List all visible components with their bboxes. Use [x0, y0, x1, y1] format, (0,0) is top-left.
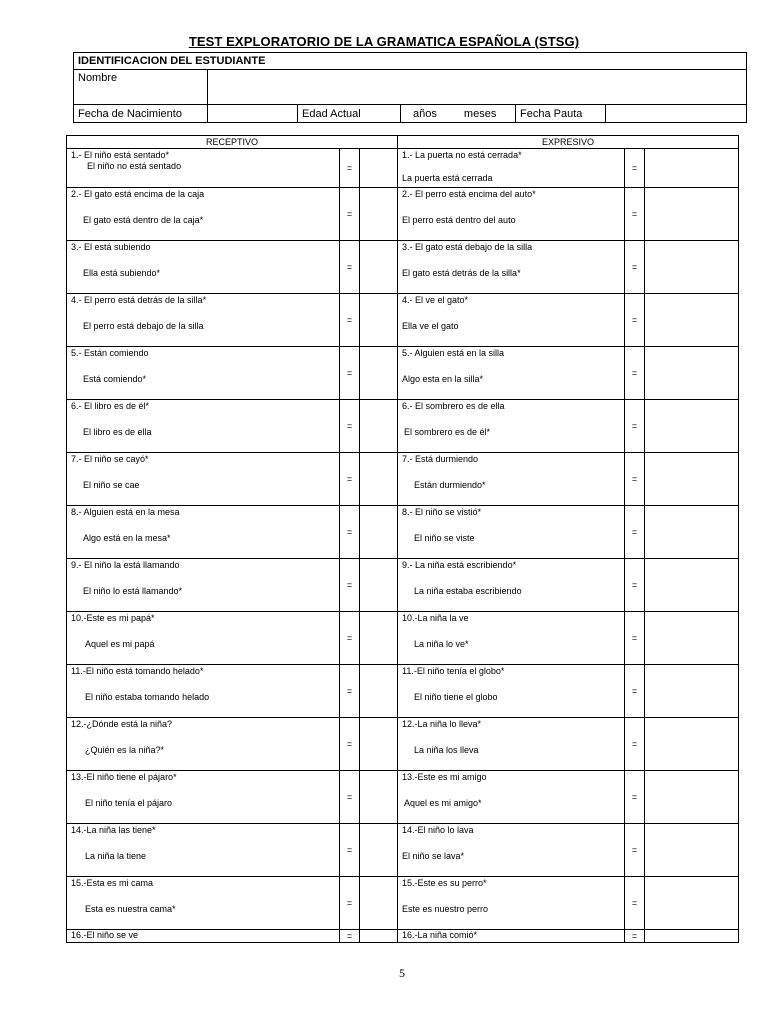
- test-row: [67, 877, 739, 930]
- receptive-score-cell[interactable]: [360, 347, 398, 400]
- equal-sign: =: [340, 347, 360, 400]
- expressive-score-cell[interactable]: [645, 294, 739, 347]
- receptive-score-cell[interactable]: [360, 824, 398, 877]
- receptive-sentence-b: El niño se cae: [83, 480, 140, 490]
- test-row: [67, 718, 739, 771]
- equal-sign: =: [625, 930, 645, 943]
- receptive-score-cell[interactable]: [360, 453, 398, 506]
- months-label: meses: [463, 107, 497, 120]
- receptive-score-cell[interactable]: [360, 930, 398, 943]
- receptive-sentence-b: La niña la tiene: [85, 851, 147, 861]
- receptive-sentence-a: 14.-La niña las tiene*: [71, 825, 156, 835]
- receptive-sentence-b: Está comiendo*: [83, 374, 147, 384]
- expressive-sentence-a: 15.-Este es su perro*: [402, 878, 487, 888]
- expressive-sentence-a: 2.- El perro está encima del auto*: [402, 189, 536, 199]
- expressive-score-cell[interactable]: [645, 930, 739, 943]
- receptive-sentence-a: 16.-El niño se ve: [71, 930, 139, 940]
- expressive-score-cell[interactable]: [645, 718, 739, 771]
- expressive-sentence-b: La niña lo ve*: [414, 639, 469, 649]
- expressive-score-cell[interactable]: [645, 347, 739, 400]
- equal-sign: =: [625, 188, 645, 241]
- equal-sign: =: [625, 665, 645, 718]
- equal-sign: =: [340, 453, 360, 506]
- expressive-score-cell[interactable]: [645, 877, 739, 930]
- receptive-sentence-a: 2.- El gato está encima de la caja: [71, 189, 205, 199]
- test-row: [67, 824, 739, 877]
- equal-sign: =: [340, 824, 360, 877]
- expressive-score-cell[interactable]: [645, 453, 739, 506]
- expressive-score-cell[interactable]: [645, 612, 739, 665]
- receptive-sentence-a: 4.- El perro está detrás de la silla*: [71, 295, 207, 305]
- equal-sign: =: [340, 718, 360, 771]
- test-row: [67, 453, 739, 506]
- equal-sign: =: [625, 506, 645, 559]
- expressive-sentence-b: Aquel es mi amigo*: [404, 798, 482, 808]
- receptive-sentence-a: 13.-El niño tiene el pájaro*: [71, 772, 177, 782]
- expressive-score-cell[interactable]: [645, 188, 739, 241]
- test-row: [67, 612, 739, 665]
- expressive-score-cell[interactable]: [645, 149, 739, 188]
- equal-sign: =: [340, 665, 360, 718]
- receptive-score-cell[interactable]: [360, 188, 398, 241]
- receptive-sentence-a: 3.- El está subiendo: [71, 242, 151, 252]
- receptive-sentence-b: El niño tenía el pájaro: [85, 798, 173, 808]
- receptive-sentence-a: 7.- El niño se cayó*: [71, 454, 149, 464]
- equal-sign: =: [625, 294, 645, 347]
- test-row: [67, 665, 739, 718]
- equal-sign: =: [340, 559, 360, 612]
- receptive-sentence-a: 11.-El niño está tomando helado*: [71, 666, 204, 676]
- expressive-sentence-a: 14.-El niño lo lava: [402, 825, 474, 835]
- expressive-sentence-a: 7.- Está durmiendo: [402, 454, 479, 464]
- receptive-score-cell[interactable]: [360, 559, 398, 612]
- test-date-label: Fecha Pauta: [516, 105, 606, 123]
- expressive-sentence-b: El niño tiene el globo: [414, 692, 498, 702]
- expressive-header: EXPRESIVO: [398, 136, 739, 149]
- receptive-score-cell[interactable]: [360, 612, 398, 665]
- receptive-sentence-b: El perro está debajo de la silla: [83, 321, 204, 331]
- receptive-score-cell[interactable]: [360, 294, 398, 347]
- test-row: [67, 930, 739, 943]
- equal-sign: =: [625, 241, 645, 294]
- name-field[interactable]: [208, 70, 747, 105]
- expressive-sentence-b: Están durmiendo*: [414, 480, 486, 490]
- expressive-score-cell[interactable]: [645, 771, 739, 824]
- expressive-sentence-a: 16.-La niña comió*: [402, 930, 478, 940]
- equal-sign: =: [625, 149, 645, 188]
- expressive-score-cell[interactable]: [645, 824, 739, 877]
- equal-sign: =: [340, 188, 360, 241]
- equal-sign: =: [625, 824, 645, 877]
- test-row: [67, 400, 739, 453]
- expressive-sentence-b: Algo esta en la silla*: [402, 374, 484, 384]
- receptive-score-cell[interactable]: [360, 149, 398, 188]
- grammar-test-table: [66, 135, 739, 943]
- receptive-sentence-b: El niño estaba tomando helado: [85, 692, 210, 702]
- expressive-sentence-b: La niña estaba escribiendo: [414, 586, 522, 596]
- receptive-sentence-b: Aquel es mi papá: [85, 639, 155, 649]
- receptive-sentence-b: Algo está en la mesa*: [83, 533, 171, 543]
- expressive-sentence-a: 13.-Este es mi amigo: [402, 772, 487, 782]
- expressive-score-cell[interactable]: [645, 400, 739, 453]
- receptive-score-cell[interactable]: [360, 665, 398, 718]
- expressive-sentence-b: El sombrero es de él*: [404, 427, 491, 437]
- receptive-sentence-b: El libro es de ella: [83, 427, 152, 437]
- expressive-sentence-a: 9.- La niña está escribiendo*: [402, 560, 517, 570]
- equal-sign: =: [340, 400, 360, 453]
- page-number: 5: [399, 966, 405, 980]
- equal-sign: =: [340, 294, 360, 347]
- test-date-field[interactable]: [606, 105, 747, 123]
- expressive-sentence-a: 8.- El niño se vistió*: [402, 507, 482, 517]
- receptive-sentence-b: El niño lo está llamando*: [83, 586, 183, 596]
- expressive-sentence-b: El niño se lava*: [402, 851, 465, 861]
- receptive-sentence-b: El niño no está sentado: [87, 161, 182, 171]
- receptive-score-cell[interactable]: [360, 718, 398, 771]
- receptive-score-cell[interactable]: [360, 771, 398, 824]
- test-row: [67, 771, 739, 824]
- expressive-sentence-b: La niña los lleva: [414, 745, 479, 755]
- equal-sign: =: [340, 930, 360, 943]
- expressive-sentence-a: 1.- La puerta no está cerrada*: [402, 150, 522, 160]
- test-row: [67, 294, 739, 347]
- test-row: [67, 347, 739, 400]
- expressive-sentence-b: El niño se viste: [414, 533, 475, 543]
- receptive-score-cell[interactable]: [360, 241, 398, 294]
- expressive-sentence-a: 3.- El gato está debajo de la silla: [402, 242, 533, 252]
- receptive-sentence-a: 8.- Alguien está en la mesa: [71, 507, 180, 517]
- test-row: [67, 506, 739, 559]
- equal-sign: =: [625, 347, 645, 400]
- current-age-label: Edad Actual: [298, 105, 401, 123]
- receptive-sentence-a: 1.- El niño está sentado*: [71, 150, 170, 160]
- receptive-sentence-a: 6.- El libro es de él*: [71, 401, 150, 411]
- age-field[interactable]: [401, 105, 516, 123]
- equal-sign: =: [340, 241, 360, 294]
- equal-sign: =: [625, 718, 645, 771]
- test-row: [67, 559, 739, 612]
- expressive-score-cell[interactable]: [645, 506, 739, 559]
- test-row: [67, 188, 739, 241]
- expressive-sentence-b: El perro está dentro del auto: [402, 215, 516, 225]
- equal-sign: =: [625, 559, 645, 612]
- expressive-sentence-b: Ella ve el gato: [402, 321, 459, 331]
- document-title: TEST EXPLORATORIO DE LA GRAMATICA ESPAÑOLA (STSG): [188, 34, 580, 49]
- receptive-sentence-b: El gato está dentro de la caja*: [83, 215, 204, 225]
- receptive-sentence-a: 9.- El niño la está llamando: [71, 560, 180, 570]
- expressive-sentence-b: La puerta está cerrada: [402, 173, 493, 183]
- equal-sign: =: [625, 612, 645, 665]
- equal-sign: =: [625, 771, 645, 824]
- equal-sign: =: [340, 771, 360, 824]
- name-label: Nombre: [74, 70, 208, 105]
- equal-sign: =: [340, 149, 360, 188]
- receptive-score-cell[interactable]: [360, 506, 398, 559]
- receptive-sentence-a: 15.-Esta es mi cama: [71, 878, 154, 888]
- equal-sign: =: [340, 877, 360, 930]
- equal-sign: =: [625, 877, 645, 930]
- birth-date-field[interactable]: [208, 105, 298, 123]
- receptive-sentence-b: ¿Quién es la niña?*: [85, 745, 165, 755]
- receptive-sentence-b: Ella está subiendo*: [83, 268, 161, 278]
- equal-sign: =: [625, 400, 645, 453]
- student-identification-table: [73, 52, 747, 123]
- expressive-sentence-b: Este es nuestro perro: [402, 904, 489, 914]
- identification-header: IDENTIFICACION DEL ESTUDIANTE: [74, 53, 747, 70]
- equal-sign: =: [625, 453, 645, 506]
- expressive-score-cell[interactable]: [645, 559, 739, 612]
- receptive-sentence-a: 12.-¿Dónde está la niña?: [71, 719, 173, 729]
- receptive-score-cell[interactable]: [360, 877, 398, 930]
- test-row: [67, 241, 739, 294]
- expressive-sentence-a: 5.- Alguien está en la silla: [402, 348, 505, 358]
- years-label: años: [413, 107, 437, 120]
- equal-sign: =: [340, 506, 360, 559]
- expressive-sentence-a: 11.-El niño tenía el globo*: [402, 666, 505, 676]
- birth-date-label: Fecha de Nacimiento: [74, 105, 208, 123]
- expressive-score-cell[interactable]: [645, 241, 739, 294]
- receptive-sentence-b: Esta es nuestra cama*: [85, 904, 176, 914]
- receptive-sentence-a: 10.-Este es mi papá*: [71, 613, 155, 623]
- receptive-sentence-a: 5.- Están comiendo: [71, 348, 149, 358]
- expressive-score-cell[interactable]: [645, 665, 739, 718]
- expressive-sentence-b: El gato está detrás de la silla*: [402, 268, 521, 278]
- equal-sign: =: [340, 612, 360, 665]
- expressive-sentence-a: 6.- El sombrero es de ella: [402, 401, 505, 411]
- expressive-sentence-a: 10.-La niña la ve: [402, 613, 469, 623]
- receptive-score-cell[interactable]: [360, 400, 398, 453]
- test-row: [67, 149, 739, 188]
- expressive-sentence-a: 12.-La niña lo lleva*: [402, 719, 482, 729]
- receptive-header: RECEPTIVO: [67, 136, 398, 149]
- expressive-sentence-a: 4.- El ve el gato*: [402, 295, 469, 305]
